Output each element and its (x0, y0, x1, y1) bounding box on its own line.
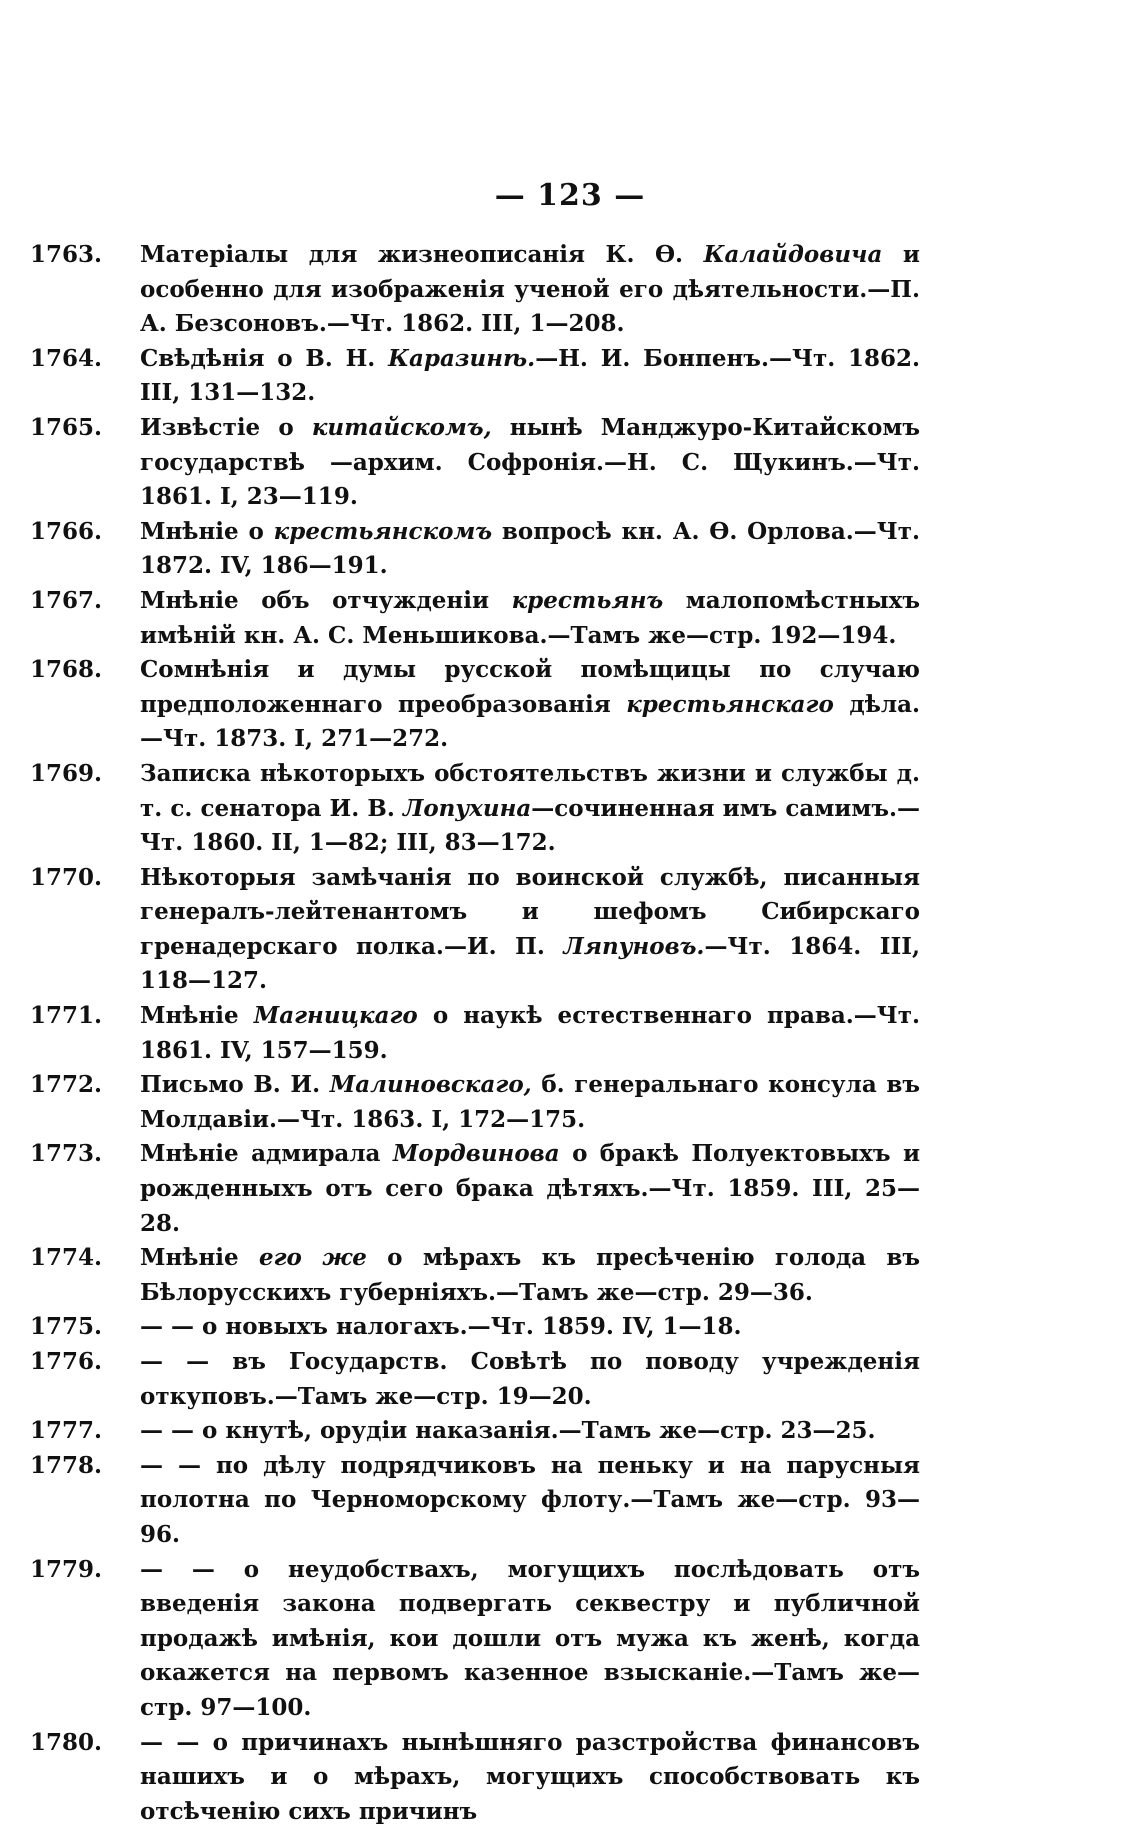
entry-text (140, 999, 920, 1068)
entry-number: 1775. (30, 1313, 103, 1341)
bibliography-entry (30, 1345, 920, 1414)
entry-number: 1776. (30, 1348, 103, 1375)
entry-italic-text: Калайдовича (703, 241, 883, 268)
entry-text (140, 1241, 920, 1310)
entry-text-part: о мѣрахъ къ пресѣченію голода въ Бѣлорусскихъ губерніяхъ.—Тамъ же—стр. 29—36. (140, 1244, 920, 1306)
entry-italic-text: китайскомъ, (311, 413, 492, 441)
bibliography-entry (30, 584, 920, 653)
entry-number: 1778. (30, 1451, 103, 1479)
bibliography-entry (30, 238, 920, 342)
entry-text-part: Мнѣніе объ отчужденіи (140, 586, 512, 614)
entry-text (140, 653, 920, 757)
entry-italic-text: Малиновскаго, (329, 1071, 532, 1099)
entry-text-part: Извѣстіе о (140, 413, 312, 441)
entry-text-part: — — въ Государств. Совѣтѣ по поводу учрежденія откуповъ.—Тамъ же—стр. 19—20. (140, 1348, 920, 1410)
bibliography-entry (30, 411, 920, 515)
entry-italic-text: Каразинѣ. (388, 344, 536, 372)
bibliography-entry (30, 1414, 920, 1449)
entry-text-part: — — о новыхъ налогахъ.—Чт. 1859. IV, 1—18. (140, 1313, 742, 1341)
entry-number: 1765. (30, 413, 103, 441)
entry-text-part: Записка нѣкоторыхъ обстоятельствъ жизни и службы д. т. с. сенатора И. В. (140, 759, 920, 822)
entry-text-part: —сочиненная имъ самимъ.—Чт. 1860. II, 1—82; III, 83—172. (140, 794, 921, 857)
entry-number: 1779. (30, 1555, 103, 1583)
entry-text-part: о наукѣ естественнаго права.—Чт. 1861. IV, 157—159. (140, 1002, 920, 1064)
entry-text (140, 1449, 920, 1553)
bibliography-entry (30, 342, 920, 411)
entry-text (140, 238, 920, 342)
entry-text-part: —Н. И. Бонпенъ.—Чт. 1862. III, 131—132. (140, 344, 920, 407)
bibliography-entry (30, 1137, 920, 1241)
entry-text (140, 1726, 920, 1829)
bibliography-entry (30, 999, 920, 1068)
entry-text-part: Свѣдѣнія о В. Н. (140, 344, 389, 372)
entry-text-part: Матеріалы для жизнеописанія К. Ѳ. (140, 241, 704, 268)
entry-text-part: Мнѣніе (140, 1002, 254, 1030)
bibliography-list (30, 238, 920, 1829)
bibliography-entry (30, 1241, 920, 1310)
entry-text (140, 757, 920, 861)
entry-number: 1768. (30, 656, 103, 684)
entry-text (140, 515, 920, 584)
bibliography-entry (30, 1310, 920, 1345)
entry-italic-text: Мордвинова (392, 1140, 560, 1168)
entry-number: 1780. (30, 1728, 103, 1756)
entry-number: 1764. (30, 344, 103, 372)
entry-text-part: Сомнѣнія и думы русской помѣщицы по случаю предположеннаго преобразованія (140, 656, 920, 718)
entry-number: 1769. (30, 759, 103, 787)
entry-italic-text: Лопухина (402, 794, 532, 822)
entry-text (140, 1310, 920, 1345)
entry-number: 1773. (30, 1140, 103, 1168)
entry-text-part: Мнѣніе о (140, 517, 274, 545)
entry-text-part: Мнѣніе адмирала (140, 1140, 393, 1168)
entry-number: 1777. (30, 1417, 103, 1445)
entry-italic-text: Ляпуновъ. (563, 932, 705, 960)
bibliography-entry (30, 1553, 920, 1726)
entry-text (140, 342, 920, 411)
entry-number: 1770. (30, 863, 103, 891)
page-number: — 123 — (494, 178, 646, 213)
entry-text (140, 1345, 920, 1414)
entry-text-part: нынѣ Манджуро-Китайскомъ государствѣ —архим. Софронія.—Н. С. Щукинъ.—Чт. 1861. I, 23—119. (140, 413, 920, 511)
bibliography-entry (30, 1449, 920, 1553)
entry-text-part: вопросѣ кн. А. Ѳ. Орлова.—Чт. 1872. IV, 186—191. (140, 517, 920, 580)
entry-text-part: —Чт. 1864. III, 118—127. (140, 932, 920, 995)
bibliography-entry (30, 1726, 920, 1829)
bibliography-entry (30, 757, 920, 861)
entry-text-part: дѣла.—Чт. 1873. I, 271—272. (140, 690, 920, 753)
entry-number: 1771. (30, 1002, 103, 1030)
entry-text-part: — — о причинахъ нынѣшняго разстройства финансовъ нашихъ и о мѣрахъ, могущихъ способствовать къ отсѣченію сихъ причинъ (140, 1728, 920, 1825)
entry-text-part: малопомѣстныхъ имѣній кн. А. С. Меньшикова.—Тамъ же—стр. 192—194. (140, 586, 920, 649)
entry-text (140, 584, 920, 653)
entry-text-part: — — о неудобствахъ, могущихъ послѣдовать отъ введенія закона подвергать секвестру и публичной продажѣ имѣнія, кои дошли отъ мужа къ женѣ, когда окажется на первомъ казенное взысканіе.—Тамъ же—стр. 97—100. (140, 1555, 920, 1721)
entry-italic-text: крестьянъ (511, 586, 664, 614)
entry-number: 1767. (30, 586, 103, 614)
entry-text (140, 411, 920, 515)
bibliography-entry (30, 1068, 920, 1137)
entry-italic-text: крестьянскомъ (273, 517, 493, 545)
entry-text-part: — — по дѣлу подрядчиковъ на пеньку и на парусныя полотна по Черноморскому флоту.—Тамъ же—стр. 93—96. (140, 1451, 920, 1548)
entry-text (140, 1068, 920, 1137)
entry-italic-text: его же (258, 1244, 367, 1272)
entry-italic-text: крестьянскаго (626, 690, 834, 718)
entry-italic-text: Магницкаго (253, 1002, 418, 1030)
entry-text-part: и особенно для изображенія ученой его дѣятельности.—П. А. Безсоновъ.—Чт. 1862. III, 1—208. (140, 241, 920, 338)
entry-text-part: о бракѣ Полуектовыхъ и рожденныхъ отъ сего брака дѣтяхъ.—Чт. 1859. III, 25—28. (140, 1140, 920, 1237)
bibliography-entry (30, 653, 920, 757)
entry-text-part: б. генеральнаго консула въ Молдавіи.—Чт. 1863. I, 172—175. (140, 1071, 920, 1133)
bibliography-entry (30, 515, 920, 584)
entry-number: 1763. (30, 241, 103, 268)
entry-text-part: Письмо В. И. (140, 1071, 330, 1099)
entry-number: 1774. (30, 1244, 103, 1272)
entry-text (140, 861, 920, 999)
entry-number: 1766. (30, 517, 103, 545)
entry-text (140, 1414, 920, 1449)
entry-text-part: — — о кнутѣ, орудіи наказанія.—Тамъ же—стр. 23—25. (140, 1417, 876, 1445)
entry-text (140, 1553, 920, 1726)
entry-text-part: Мнѣніе (140, 1244, 259, 1272)
entry-text-part: Нѣкоторыя замѣчанія по воинской службѣ, писанныя генералъ-лейтенантомъ и шефомъ Сибирскаго гренадерскаго полка.—И. П. (140, 863, 920, 960)
bibliography-entry (30, 861, 920, 999)
entry-text (140, 1137, 920, 1241)
entry-number: 1772. (30, 1071, 103, 1099)
